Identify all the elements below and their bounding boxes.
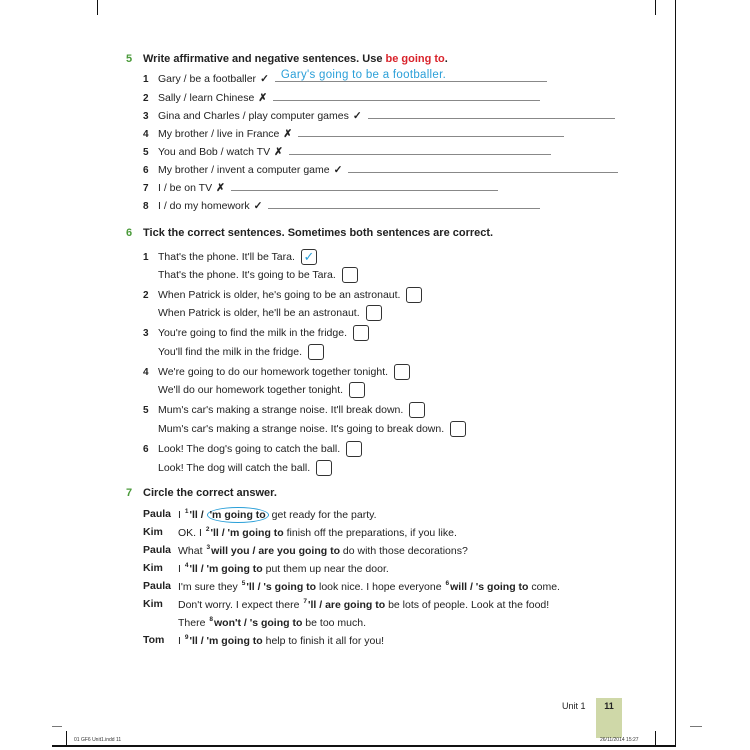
list-item (143, 92, 540, 104)
crop-mark (66, 731, 67, 745)
item-prompt: You and Bob / watch TV (158, 146, 271, 158)
dialogue-text: come. (528, 581, 560, 593)
tick-box[interactable] (366, 305, 382, 321)
cross-mark-icon: ✗ (216, 182, 225, 194)
tick-box[interactable] (316, 460, 332, 476)
item-number: 2 (143, 93, 149, 104)
gap-number: 3 (206, 544, 211, 551)
list-item (143, 110, 615, 122)
sentence-text: Mum's car's making a strange noise. It'll break down. (158, 404, 404, 416)
sentence-row (143, 342, 324, 358)
title-emphasis: be going to (385, 53, 445, 65)
answer-field[interactable] (275, 69, 547, 82)
answer-options[interactable]: will you / are you going to (211, 545, 340, 557)
gap-number: 2 (205, 526, 210, 533)
speaker-name: Paula (143, 508, 172, 520)
dialogue-line (178, 598, 549, 611)
dialogue-text: put them up near the door. (262, 563, 389, 575)
answer-options[interactable]: 'll / 's going to (246, 581, 317, 593)
exercise-title: Circle the correct answer. (143, 487, 277, 499)
dialogue-line (178, 634, 384, 647)
answer-field[interactable] (273, 99, 540, 101)
dialogue-text: I (178, 635, 184, 647)
gap-number: 8 (209, 616, 213, 623)
list-item (143, 200, 540, 212)
exercise-number: 5 (126, 53, 133, 65)
sentence-row (143, 303, 382, 319)
sentence-row (143, 458, 332, 474)
sentence-row (143, 400, 425, 416)
gap-number: 7 (303, 598, 307, 605)
sentence-text: Look! The dog will catch the ball. (158, 462, 311, 474)
gap-number: 5 (241, 580, 246, 587)
answer-options[interactable]: won't / 's going to (213, 617, 303, 629)
sentence-text: We're going to do our homework together tonight. (158, 366, 389, 378)
item-number: 5 (143, 405, 149, 416)
item-prompt: My brother / invent a computer game (158, 164, 330, 176)
list-item (143, 69, 547, 85)
answer-options[interactable]: 'll / 'm going to (189, 635, 263, 647)
exercise-title: Tick the correct sentences. Sometimes both sentences are correct. (143, 227, 494, 239)
item-number: 1 (143, 252, 149, 263)
page-edge-bottom (52, 745, 676, 747)
speaker-name: Tom (143, 634, 165, 646)
sentence-text: Mum's car's making a strange noise. It's going to break down. (158, 423, 445, 435)
dialogue-text: be lots of people. Look at the food! (385, 599, 550, 611)
item-number: 4 (143, 129, 149, 140)
tick-box[interactable] (450, 421, 466, 437)
tick-box[interactable] (353, 325, 369, 341)
answer-field[interactable] (268, 207, 540, 209)
crop-mark (97, 0, 98, 15)
tick-box[interactable] (409, 402, 425, 418)
tick-box[interactable] (308, 344, 324, 360)
answer-options[interactable]: 'll / are going to (307, 599, 386, 611)
sentence-text: You're going to find the milk in the fridge. (158, 327, 347, 339)
dialogue-text: do with those decorations? (340, 545, 468, 557)
sentence-row (143, 439, 362, 455)
sentence-row (143, 380, 365, 396)
crop-mark (655, 731, 656, 745)
answer-options[interactable]: 'll / 'm going to (189, 563, 263, 575)
item-number: 1 (143, 74, 149, 85)
unit-label: Unit 1 (562, 701, 586, 711)
tick-box[interactable] (349, 382, 365, 398)
item-number: 3 (143, 111, 149, 122)
item-number: 3 (143, 328, 149, 339)
sentence-text: We'll do our homework together tonight. (158, 384, 344, 396)
dialogue-line (178, 616, 366, 629)
dialogue-text: finish off the preparations, if you like. (283, 527, 457, 539)
answer-field[interactable] (298, 135, 564, 137)
check-mark-icon: ✓ (352, 110, 362, 122)
sentence-row (143, 285, 422, 301)
page-number: 11 (604, 701, 614, 711)
dialogue-line (178, 508, 377, 521)
sentence-row (143, 362, 410, 378)
dialogue-line (178, 562, 389, 575)
dialogue-text: OK. I (178, 527, 205, 539)
answer-field[interactable] (348, 171, 618, 173)
dialogue-text: look nice. I hope everyone (316, 581, 445, 593)
item-number: 6 (143, 165, 149, 176)
dialogue-text: get ready for the party. (268, 509, 377, 521)
gap-number: 4 (184, 562, 189, 569)
speaker-name: Kim (143, 598, 163, 610)
exercise-number: 7 (126, 487, 133, 499)
sentence-row (143, 247, 317, 263)
sentence-text: You'll find the milk in the fridge. (158, 346, 303, 358)
item-prompt: I / be on TV (158, 182, 213, 194)
item-number: 7 (143, 183, 149, 194)
exercise-number: 6 (126, 227, 133, 239)
tick-box[interactable] (346, 441, 362, 457)
answer-field[interactable] (368, 117, 615, 119)
page-tab (596, 698, 622, 738)
dialogue-line (178, 526, 457, 539)
gap-number: 1 (184, 508, 189, 515)
check-mark-icon: ✓ (333, 164, 343, 176)
speaker-name: Kim (143, 562, 163, 574)
list-item (143, 182, 498, 194)
item-number: 4 (143, 367, 149, 378)
file-slug: 01 GF6 Unit1.indd 11 (74, 737, 122, 743)
dialogue-text: Don't worry. I expect there (178, 599, 303, 611)
exercise-title (143, 53, 448, 65)
sentence-text: When Patrick is older, he's going to be an astronaut. (158, 289, 401, 301)
answer-options[interactable]: will / 's going to (450, 581, 529, 593)
item-number: 8 (143, 201, 149, 212)
crop-mark (655, 0, 656, 15)
list-item (143, 164, 618, 176)
sentence-text: When Patrick is older, he'll be an astronaut. (158, 307, 360, 319)
sentence-row (143, 419, 466, 435)
title-text: . (444, 53, 448, 65)
item-number: 5 (143, 147, 149, 158)
speaker-name: Paula (143, 544, 172, 556)
answer-field[interactable] (231, 189, 498, 191)
list-item (143, 146, 551, 158)
item-prompt: I / do my homework (158, 200, 250, 212)
answer-field[interactable] (289, 153, 551, 155)
item-prompt: Gary / be a footballer (158, 73, 257, 85)
answer-options[interactable]: 'll / (189, 509, 207, 521)
item-number: 2 (143, 290, 149, 301)
item-prompt: My brother / live in France (158, 128, 280, 140)
speaker-name: Paula (143, 580, 172, 592)
cross-mark-icon: ✗ (274, 146, 283, 158)
dialogue-text: I'm sure they (178, 581, 241, 593)
item-number: 6 (143, 444, 149, 455)
tick-box[interactable] (406, 287, 422, 303)
dialogue-text: I (178, 509, 184, 521)
dialogue-text: help to finish it all for you! (262, 635, 385, 647)
crop-mark (52, 726, 62, 727)
sentence-text: That's the phone. It'll be Tara. (158, 251, 295, 263)
page-edge-right (675, 0, 676, 746)
circled-answer[interactable]: 'm going to (207, 507, 269, 523)
tick-icon: ✓ (303, 249, 315, 264)
answer-options[interactable]: 'll / 'm going to (210, 527, 284, 539)
dialogue-text: I (178, 563, 184, 575)
dialogue-line (178, 580, 560, 593)
dialogue-text: be too much. (302, 617, 367, 629)
sentence-text: Look! The dog's going to catch the ball. (158, 443, 341, 455)
check-mark-icon: ✓ (260, 73, 269, 85)
sentence-row (143, 265, 358, 281)
cross-mark-icon: ✗ (258, 92, 268, 104)
dialogue-line (178, 544, 468, 557)
item-prompt: Sally / learn Chinese (158, 92, 255, 104)
crop-mark (690, 726, 702, 727)
tick-box[interactable] (394, 364, 410, 380)
gap-number: 6 (445, 580, 450, 587)
cross-mark-icon: ✗ (283, 128, 293, 140)
item-prompt: Gina and Charles / play computer games (158, 110, 349, 122)
sentence-text: That's the phone. It's going to be Tara. (158, 269, 336, 281)
dialogue-text: What (178, 545, 206, 557)
sentence-row (143, 323, 369, 339)
check-mark-icon: ✓ (253, 200, 263, 212)
answer-text: Gary's going to be a footballer. (280, 69, 447, 81)
tick-box[interactable] (301, 249, 317, 265)
list-item (143, 128, 564, 140)
tick-box[interactable] (342, 267, 358, 283)
gap-number: 9 (184, 634, 189, 641)
title-text: Write affirmative and negative sentences. Use (143, 53, 386, 65)
dialogue-text: There (178, 617, 209, 629)
speaker-name: Kim (143, 526, 163, 538)
print-timestamp: 26/11/2014 15:27 (600, 737, 639, 743)
